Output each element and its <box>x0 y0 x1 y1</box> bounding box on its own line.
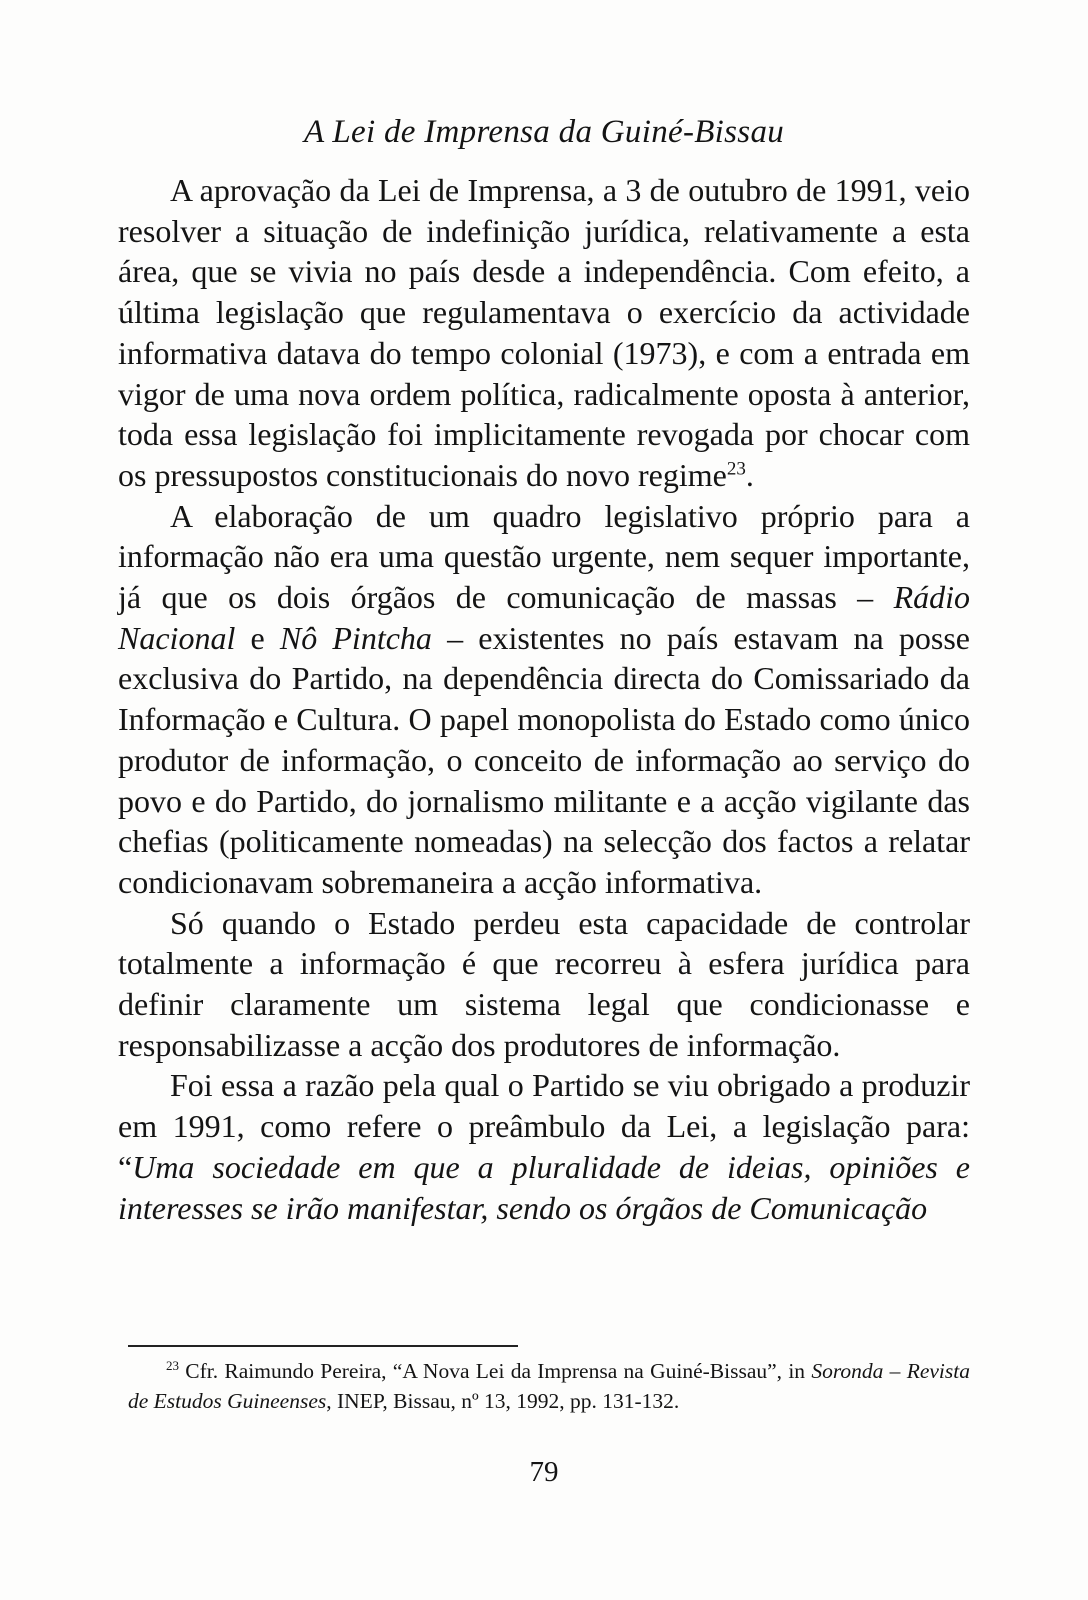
running-head: A Lei de Imprensa da Guiné-Bissau <box>303 114 785 150</box>
footnote-text-a: Cfr. Raimundo Pereira, “A Nova Lei da Imprensa na Guiné-Bissau”, in <box>179 1359 812 1383</box>
footnote-reference[interactable]: 23 <box>726 458 746 480</box>
page-number: 79 <box>529 1456 559 1488</box>
paragraph-1-text: A aprovação da Lei de Imprensa, a 3 de outubro de 1991, veio resolver a situação de indefinição jurídica, relativamente a esta área, que se vivia no país desde a independência. Com efeito, a última legislação que regulamentava o exercício da actividade informativa datava do tempo colonial (1973), e com a entrada em vigor de uma nova ordem política, radicalmente oposta à anterior, toda essa legislação foi implicitamente revogada por chocar com os pressupostos constitucionais do novo regime <box>118 172 970 493</box>
paragraph-2-text-a: A elaboração de um quadro legislativo próprio para a informação não era uma questão urgente, nem sequer importante, já que os dois órgãos de comunicação de massas – <box>118 497 970 616</box>
paragraph-4 <box>118 1065 970 1228</box>
paragraph-4-text: Foi essa a razão pela qual o Partido se viu obrigado a produzir em 1991, como refere o preâmbulo da Lei, a legislação para: “ <box>118 1067 970 1185</box>
paragraph-2-text-c: – existentes no país estavam na posse exclusiva do Partido, na dependência directa do Comissariado da Informação e Cultura. O papel monopolista do Estado como único produtor de informação, o conceito de informação ao serviço do povo e do Partido, do jornalismo militante e a acção vigilante das chefias (politicamente nomeadas) na selecção dos factos a relatar condicionavam sobremaneira a acção informativa. <box>118 619 971 900</box>
footnote-23 <box>128 1356 970 1416</box>
paragraph-1 <box>118 170 970 496</box>
preamble-quote: Uma sociedade em que a pluralidade de ideias, opiniões e interesses se irão manifestar, sendo os órgãos de Comunicação <box>118 1148 970 1226</box>
paragraph-1-end: . <box>745 456 754 493</box>
body-text <box>118 170 970 1228</box>
paragraph-3-text: Só quando o Estado perdeu esta capacidade de controlar totalmente a informação é que recorreu à esfera jurídica para definir claramente um sistema legal que condicionasse e responsabilizasse a acção dos produtores de informação. <box>118 904 970 1063</box>
paragraph-2 <box>118 496 970 903</box>
journal-title: Soronda – Revista de Estudos Guineenses <box>128 1359 970 1413</box>
no-pintcha-title: Nô Pintcha <box>279 619 432 656</box>
footnote-divider <box>128 1345 518 1347</box>
radio-nacional-title: Rádio Nacional <box>118 579 970 656</box>
footnote-number: 23 <box>166 1357 179 1373</box>
footnote <box>128 1356 970 1416</box>
paragraph-2-text-b: e <box>235 619 280 656</box>
footnote-text-b: , INEP, Bissau, nº 13, 1992, pp. 131-132. <box>326 1389 680 1413</box>
paragraph-3 <box>118 903 970 1066</box>
